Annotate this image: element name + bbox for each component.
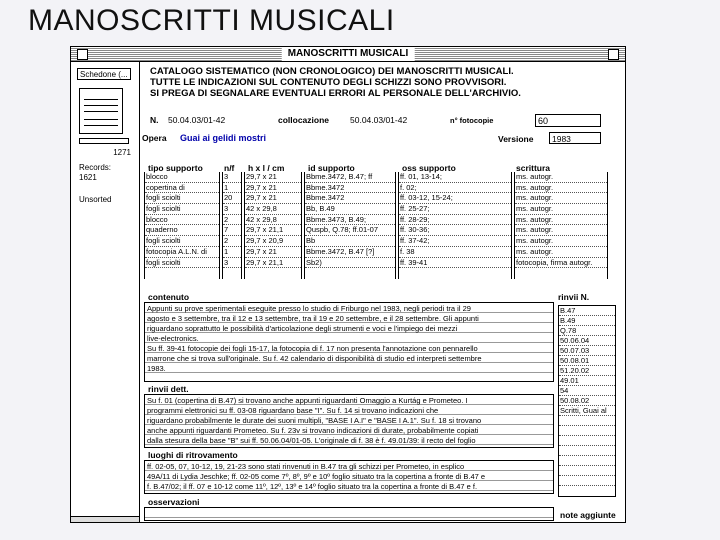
oss-cell[interactable]: ff. 03-12, 15-24; <box>399 193 511 204</box>
layout-popup-button[interactable]: Schedone (... <box>77 68 131 80</box>
nf-cell[interactable]: 2 <box>223 236 241 247</box>
oss-column[interactable] <box>398 172 512 279</box>
id-cell[interactable]: Bbme.3472 <box>305 193 395 204</box>
oss-cell[interactable]: f. 02; <box>399 183 511 194</box>
fotocopie-label: n° fotocopie <box>450 116 494 125</box>
rinvii-n-cell[interactable] <box>559 446 615 456</box>
ritrovamento-line: f. B.47/02; il ff. 07 e 10-12 come 11º, 12º, 13º e 14º foglio situato tra la copertina a fronte di B.47 e f. <box>147 482 478 491</box>
window-titlebar[interactable] <box>71 47 625 62</box>
contenuto-line: 1983. <box>147 364 166 373</box>
contenuto-field[interactable] <box>144 302 554 382</box>
opera-label: Opera <box>142 133 167 143</box>
oss-cell[interactable]: ff. 01, 13-14; <box>399 172 511 183</box>
collocazione-label: collocazione <box>278 115 330 125</box>
rinvii-n-cell[interactable] <box>559 436 615 446</box>
tipo-cell[interactable]: fotocopia A.L.N. di <box>145 247 219 258</box>
record-slider[interactable] <box>79 138 129 144</box>
rinvii-n-cell[interactable]: 50.07.03 <box>559 346 615 356</box>
sort-status: Unsorted <box>79 195 112 204</box>
nf-cell[interactable]: 20 <box>223 193 241 204</box>
rinvii-dett-field[interactable] <box>144 394 554 448</box>
nf-cell[interactable]: 1 <box>223 183 241 194</box>
col-header-id: id supporto <box>308 163 355 173</box>
hxl-cell[interactable]: 29,7 x 21 <box>245 247 301 258</box>
oss-cell[interactable]: ff. 30-36; <box>399 225 511 236</box>
tipo-cell[interactable]: blocco <box>145 172 219 183</box>
ritrovamento-label: luoghi di ritrovamento <box>148 450 238 460</box>
scrittura-cell[interactable]: ms. autogr. <box>515 204 607 215</box>
col-header-tipo: tipo supporto <box>148 163 203 173</box>
fotocopie-field[interactable]: 60 <box>535 114 601 127</box>
col-header-hxl: h x l / cm <box>248 163 285 173</box>
records-label: Records: <box>79 163 112 172</box>
rinvii-n-cell[interactable]: 51.20.02 <box>559 366 615 376</box>
id-cell[interactable]: Bb, B.49 <box>305 204 395 215</box>
nf-cell[interactable]: 1 <box>223 247 241 258</box>
rinvii-n-cell[interactable]: 50.08.02 <box>559 396 615 406</box>
rinvii-n-cell[interactable]: Q.78 <box>559 326 615 336</box>
n-field[interactable]: 50.04.03/01-42 <box>168 115 226 125</box>
close-box-icon[interactable] <box>77 49 88 60</box>
nf-cell[interactable]: 3 <box>223 258 241 269</box>
contenuto-line: marrone che si trova sull'originale. Su f. 42 calendario di disponibilità di studio ed interpreti settembre <box>147 354 482 363</box>
id-cell[interactable]: Bbme.3472, B.47; ff <box>305 172 395 183</box>
col-header-oss: oss supporto <box>402 163 456 173</box>
window-title: MANOSCRITTI MUSICALI <box>282 47 415 61</box>
rinvii-n-cell[interactable] <box>559 456 615 466</box>
hxl-column[interactable] <box>244 172 302 279</box>
header-line: TUTTE LE INDICAZIONI SUL CONTENUTO DEGLI SCHIZZI SONO PROVVISORI. <box>150 77 507 88</box>
note-aggiunte-label: note aggiunte <box>560 510 616 520</box>
scrittura-cell[interactable]: ms. autogr. <box>515 172 607 183</box>
scrittura-cell[interactable]: ms. autogr. <box>515 247 607 258</box>
nf-cell[interactable]: 2 <box>223 215 241 226</box>
hxl-cell[interactable]: 42 x 29,8 <box>245 215 301 226</box>
rinvii-dett-line: riguardano probabilmente le durate dei suoni multipli, "BASE I A.I" e "BASE I A.1". Su f. 18 si trovano <box>147 416 482 425</box>
hxl-cell[interactable]: 29,7 x 21 <box>245 172 301 183</box>
osservazioni-label: osservazioni <box>148 497 200 507</box>
versione-field[interactable]: 1983 <box>549 132 601 144</box>
oss-cell[interactable]: ff. 25-27; <box>399 204 511 215</box>
oss-cell[interactable]: ff. 28-29; <box>399 215 511 226</box>
rinvii-n-cell[interactable]: Scritti, Guai al <box>559 406 615 416</box>
versione-label: Versione <box>498 134 534 144</box>
opera-field[interactable]: Guai ai gelidi mostri <box>180 133 267 143</box>
id-column[interactable] <box>304 172 396 279</box>
scrittura-cell[interactable]: ms. autogr. <box>515 225 607 236</box>
rinvii-dett-line: Su f. 01 (copertina di B.47) si trovano anche appunti riguardanti Omaggio a Kurtág e Prometeo. I <box>147 396 468 405</box>
rinvii-n-cell[interactable] <box>559 426 615 436</box>
header-line: CATALOGO SISTEMATICO (NON CRONOLOGICO) DEI MANOSCRITTI MUSICALI. <box>150 66 514 77</box>
rinvii-n-cell[interactable]: 50.08.01 <box>559 356 615 366</box>
rinvii-n-cell[interactable]: B.49 <box>559 316 615 326</box>
rinvii-n-label: rinvii N. <box>558 292 590 302</box>
oss-cell[interactable]: ff. 37-42; <box>399 236 511 247</box>
contenuto-line: Su ff. 39-41 fotocopie dei fogli 15-17, la fotocopia di f. 17 non presenta l'annotazione con pennarello <box>147 344 478 353</box>
id-cell[interactable]: Bbme.3472, B.47 [?] <box>305 247 395 258</box>
rinvii-n-cell[interactable] <box>559 416 615 426</box>
tipo-cell[interactable]: fogli sciolti <box>145 193 219 204</box>
hxl-cell[interactable]: 29,7 x 21 <box>245 193 301 204</box>
scrittura-cell[interactable]: ms. autogr. <box>515 236 607 247</box>
oss-cell[interactable]: f. 38 <box>399 247 511 258</box>
rinvii-dett-label: rinvii dett. <box>148 384 189 394</box>
header-line: SI PREGA DI SEGNALARE EVENTUALI ERRORI AL PERSONALE DELL'ARCHIVIO. <box>150 88 521 99</box>
tipo-cell[interactable]: blocco <box>145 215 219 226</box>
hxl-cell[interactable]: 29,7 x 21,1 <box>245 225 301 236</box>
rinvii-dett-line: programmi elettronici su ff. 03-08 riguardano base "I". Su f. 14 si trovano indicazioni che <box>147 406 439 415</box>
col-header-nf: n/f <box>224 163 235 173</box>
rinvii-n-cell[interactable] <box>559 476 615 486</box>
record-form <box>140 62 625 523</box>
nf-column[interactable] <box>222 172 242 279</box>
col-header-scrittura: scrittura <box>516 163 551 173</box>
catalog-header <box>150 66 521 99</box>
status-sidebar <box>71 62 140 523</box>
hxl-cell[interactable]: 42 x 29,8 <box>245 204 301 215</box>
rinvii-dett-line: anche appunti riguardanti Prometeo. Su f. 23v si trovano indicazioni di durate, probabilmente copiati <box>147 426 479 435</box>
id-cell[interactable]: Bb <box>305 236 395 247</box>
tipo-cell[interactable]: fogli sciolti <box>145 258 219 269</box>
tipo-cell[interactable]: quaderno <box>145 225 219 236</box>
current-record-number: 1271 <box>113 148 131 157</box>
rinvii-n-column[interactable] <box>558 305 616 497</box>
scrittura-cell[interactable]: ms. autogr. <box>515 215 607 226</box>
id-cell[interactable]: Quspb, Q.78; ff.01-07 <box>305 225 395 236</box>
hxl-cell[interactable]: 29,7 x 21,1 <box>245 258 301 269</box>
osservazioni-field[interactable] <box>144 507 554 521</box>
scrittura-cell[interactable]: fotocopia, firma autogr. <box>515 258 607 269</box>
rinvii-n-cell[interactable]: 54 <box>559 386 615 396</box>
ritrovamento-line: ff. 02-05, 07, 10-12, 19, 21-23 sono stati rinvenuti in B.47 tra gli schizzi per Prometeo, in esplico <box>147 462 465 471</box>
nf-cell[interactable]: 3 <box>223 172 241 183</box>
nf-cell[interactable]: 7 <box>223 225 241 236</box>
rinvii-dett-line: dalla stesura della base "B" sui ff. 50.06.04/01-05. L'originale di f. 38 è f. 49.01/39: il recto del foglio <box>147 436 476 445</box>
oss-cell[interactable]: ff. 39-41 <box>399 258 511 269</box>
tipo-cell[interactable]: fogli sciolti <box>145 236 219 247</box>
scrittura-cell[interactable]: ms. autogr. <box>515 183 607 194</box>
tipo-column[interactable] <box>144 172 220 279</box>
hxl-cell[interactable]: 29,7 x 21 <box>245 183 301 194</box>
contenuto-line: live-electronics. <box>147 334 199 343</box>
database-window <box>70 46 626 523</box>
tipo-cell[interactable]: copertina di <box>145 183 219 194</box>
rinvii-n-cell[interactable]: 50.06.04 <box>559 336 615 346</box>
ritrovamento-line: 49A/11 di Lydia Jeschke; ff. 02-05 come 7º, 8º, 9º e 10º foglio situato tra la copertina a fronte di B.47 e <box>147 472 486 481</box>
record-book-icon[interactable] <box>79 88 123 134</box>
rinvii-n-cell[interactable]: 49.01 <box>559 376 615 386</box>
rinvii-n-cell[interactable] <box>559 466 615 476</box>
id-cell[interactable]: Bbme.3472 <box>305 183 395 194</box>
hxl-cell[interactable]: 29,7 x 20,9 <box>245 236 301 247</box>
scrittura-column[interactable] <box>514 172 608 279</box>
id-cell[interactable]: Bbme.3473, B.49; <box>305 215 395 226</box>
nf-cell[interactable]: 3 <box>223 204 241 215</box>
horizontal-scrollbar[interactable] <box>71 516 139 523</box>
scrittura-cell[interactable]: ms. autogr. <box>515 193 607 204</box>
zoom-box-icon[interactable] <box>608 49 619 60</box>
n-label: N. <box>150 115 159 125</box>
tipo-cell[interactable]: fogli sciolti <box>145 204 219 215</box>
contenuto-label: contenuto <box>148 292 190 302</box>
slide-title: MANOSCRITTI MUSICALI <box>28 4 395 37</box>
id-cell[interactable]: Sb2) <box>305 258 395 269</box>
records-count: 1621 <box>79 173 97 182</box>
contenuto-line: Appunti su prove sperimentali eseguite presso lo studio di Friburgo nel 1983, negli periodi tra il 29 <box>147 304 471 313</box>
contenuto-line: agosto e 3 settembre, tra il 12 e 13 settembre, tra il 19 e 20 settembre, e il 28 settembre. Gli appunti <box>147 314 479 323</box>
contenuto-line: riguardano soprattutto le possibilità d'articolazione degli strumenti e voci e l'impiego dei mezzi <box>147 324 458 333</box>
rinvii-n-cell[interactable]: B.47 <box>559 306 615 316</box>
collocazione-field[interactable]: 50.04.03/01-42 <box>350 115 408 125</box>
ritrovamento-field[interactable] <box>144 460 554 494</box>
